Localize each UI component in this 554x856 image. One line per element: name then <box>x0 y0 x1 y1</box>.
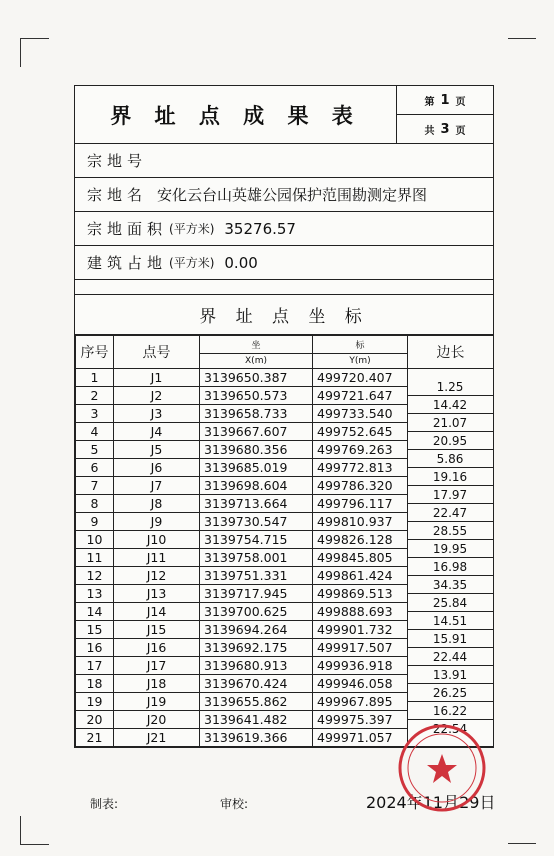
cell-y: 499917.507 <box>313 639 408 657</box>
cell-x: 3139650.573 <box>200 387 313 405</box>
cell-seq: 11 <box>76 549 114 567</box>
edge-length: 19.95 <box>407 541 493 558</box>
cell-x: 3139641.482 <box>200 711 313 729</box>
cell-x: 3139680.913 <box>200 657 313 675</box>
parcel-area-value: 35276.57 <box>224 219 296 238</box>
cell-point: J14 <box>114 603 200 621</box>
cell-x: 3139655.862 <box>200 693 313 711</box>
section-title: 界 址 点 坐 标 <box>75 295 493 335</box>
cell-y: 499733.540 <box>313 405 408 423</box>
cell-x: 3139650.387 <box>200 369 313 387</box>
cell-y: 499971.057 <box>313 729 408 747</box>
cell-y: 499786.320 <box>313 477 408 495</box>
cell-point: J19 <box>114 693 200 711</box>
cell-y: 499845.805 <box>313 549 408 567</box>
cell-x: 3139717.945 <box>200 585 313 603</box>
page-no: 1 <box>440 92 450 108</box>
edge-length: 14.51 <box>407 613 493 630</box>
edge-lengths <box>407 335 493 747</box>
cell-y: 499901.732 <box>313 621 408 639</box>
parcel-no-row <box>75 144 493 178</box>
page-suffix: 页 <box>455 96 466 108</box>
cell-y: 499869.513 <box>313 585 408 603</box>
cell-y: 499810.937 <box>313 513 408 531</box>
edge-length: 14.42 <box>407 397 493 414</box>
cell-x: 3139658.733 <box>200 405 313 423</box>
cell-point: J12 <box>114 567 200 585</box>
cell-y: 499888.693 <box>313 603 408 621</box>
cell-seq: 8 <box>76 495 114 513</box>
edge-length: 21.07 <box>407 415 493 432</box>
edge-length: 34.35 <box>407 577 493 594</box>
edge-length: 17.97 <box>407 487 493 504</box>
parcel-name-value: 安化云台山英雄公园保护范围勘测定界图 <box>157 186 428 204</box>
parcel-area-unit: (平方米) <box>169 222 215 236</box>
cell-seq: 16 <box>76 639 114 657</box>
edge-length: 20.95 <box>407 433 493 450</box>
edge-length: 5.86 <box>407 451 493 468</box>
cell-seq: 21 <box>76 729 114 747</box>
col-x-header: X(m) <box>200 354 313 369</box>
crop-mark-top-right <box>508 38 536 39</box>
cell-y: 499826.128 <box>313 531 408 549</box>
cell-x: 3139713.664 <box>200 495 313 513</box>
cell-x: 3139692.175 <box>200 639 313 657</box>
sheet-header <box>75 86 493 144</box>
building-area-row <box>75 246 493 280</box>
col-coord-left-header: 坐 <box>200 336 313 354</box>
cell-point: J10 <box>114 531 200 549</box>
cell-seq: 1 <box>76 369 114 387</box>
cell-point: J5 <box>114 441 200 459</box>
building-area-unit: (平方米) <box>169 256 215 270</box>
cell-seq: 6 <box>76 459 114 477</box>
cell-point: J21 <box>114 729 200 747</box>
cell-y: 499946.058 <box>313 675 408 693</box>
cell-x: 3139667.607 <box>200 423 313 441</box>
parcel-area-label: 宗地面积 <box>87 220 168 238</box>
cell-x: 3139758.001 <box>200 549 313 567</box>
cell-y: 499967.895 <box>313 693 408 711</box>
cell-point: J9 <box>114 513 200 531</box>
edge-length: 1.25 <box>407 379 493 396</box>
edge-length: 28.55 <box>407 523 493 540</box>
col-edge-header: 边长 <box>408 336 494 369</box>
cell-x: 3139730.547 <box>200 513 313 531</box>
col-seq-header: 序号 <box>76 336 114 369</box>
building-area-value: 0.00 <box>224 253 258 272</box>
cell-x: 3139754.715 <box>200 531 313 549</box>
total-prefix: 共 <box>424 125 435 137</box>
cell-seq: 15 <box>76 621 114 639</box>
sheet-title: 界 址 点 成 果 表 <box>75 86 397 143</box>
page-info <box>397 86 493 143</box>
cell-point: J6 <box>114 459 200 477</box>
crop-mark-bottom-right <box>508 843 536 844</box>
parcel-name-label: 宗地名 <box>87 186 148 204</box>
cell-x: 3139670.424 <box>200 675 313 693</box>
cell-seq: 10 <box>76 531 114 549</box>
cell-seq: 13 <box>76 585 114 603</box>
cell-x: 3139619.366 <box>200 729 313 747</box>
col-point-header: 点号 <box>114 336 200 369</box>
edge-length: 15.91 <box>407 631 493 648</box>
total-no: 3 <box>440 121 450 137</box>
cell-seq: 19 <box>76 693 114 711</box>
cell-y: 499769.263 <box>313 441 408 459</box>
edge-length: 25.84 <box>407 595 493 612</box>
cell-point: J8 <box>114 495 200 513</box>
cell-seq: 3 <box>76 405 114 423</box>
edge-length: 13.91 <box>407 667 493 684</box>
cell-point: J13 <box>114 585 200 603</box>
edge-length: 16.22 <box>407 703 493 720</box>
cell-point: J11 <box>114 549 200 567</box>
cell-seq: 2 <box>76 387 114 405</box>
total-suffix: 页 <box>455 125 466 137</box>
cell-y: 499721.647 <box>313 387 408 405</box>
page-total <box>397 115 493 143</box>
coordinate-table-wrap <box>75 335 493 747</box>
parcel-no-label: 宗地号 <box>87 152 148 170</box>
cell-x: 3139694.264 <box>200 621 313 639</box>
cell-x: 3139700.625 <box>200 603 313 621</box>
cell-point: J18 <box>114 675 200 693</box>
cell-seq: 7 <box>76 477 114 495</box>
col-coord-right-header: 标 <box>313 336 408 354</box>
cell-y: 499975.397 <box>313 711 408 729</box>
cell-y: 499752.645 <box>313 423 408 441</box>
crop-mark-bottom-left <box>20 816 49 845</box>
cell-seq: 12 <box>76 567 114 585</box>
page-number <box>397 86 493 115</box>
edge-length: 22.47 <box>407 505 493 522</box>
cell-point: J1 <box>114 369 200 387</box>
cell-point: J4 <box>114 423 200 441</box>
cell-point: J2 <box>114 387 200 405</box>
cell-seq: 14 <box>76 603 114 621</box>
cell-seq: 18 <box>76 675 114 693</box>
edge-length: 22.54 <box>432 721 468 736</box>
page-prefix: 第 <box>424 96 435 108</box>
edge-length: 16.98 <box>407 559 493 576</box>
cell-point: J20 <box>114 711 200 729</box>
cell-seq: 9 <box>76 513 114 531</box>
cell-point: J15 <box>114 621 200 639</box>
cell-point: J3 <box>114 405 200 423</box>
cell-y: 499772.813 <box>313 459 408 477</box>
cell-x: 3139751.331 <box>200 567 313 585</box>
cell-x: 3139680.356 <box>200 441 313 459</box>
cell-point: J16 <box>114 639 200 657</box>
blank-row <box>75 280 493 295</box>
reviewer-label: 审校: <box>220 797 249 811</box>
cell-y: 499936.918 <box>313 657 408 675</box>
col-y-header: Y(m) <box>313 354 408 369</box>
edge-length: 22.44 <box>407 649 493 666</box>
edge-length: 19.16 <box>407 469 493 486</box>
cell-y: 499720.407 <box>313 369 408 387</box>
cell-seq: 20 <box>76 711 114 729</box>
cell-y: 499861.424 <box>313 567 408 585</box>
parcel-area-row <box>75 212 493 246</box>
maker-label: 制表: <box>90 797 119 811</box>
building-area-label: 建筑占地 <box>87 254 168 272</box>
seal-stamp-icon <box>396 722 488 814</box>
cell-point: J7 <box>114 477 200 495</box>
parcel-name-row <box>75 178 493 212</box>
cell-x: 3139685.019 <box>200 459 313 477</box>
cell-seq: 17 <box>76 657 114 675</box>
edge-length: 26.25 <box>407 685 493 702</box>
cell-x: 3139698.604 <box>200 477 313 495</box>
crop-mark-top-left <box>20 38 49 67</box>
cell-seq: 4 <box>76 423 114 441</box>
result-sheet <box>74 85 494 748</box>
cell-seq: 5 <box>76 441 114 459</box>
cell-y: 499796.117 <box>313 495 408 513</box>
cell-point: J17 <box>114 657 200 675</box>
date: 2024年11月29日 <box>366 793 496 812</box>
